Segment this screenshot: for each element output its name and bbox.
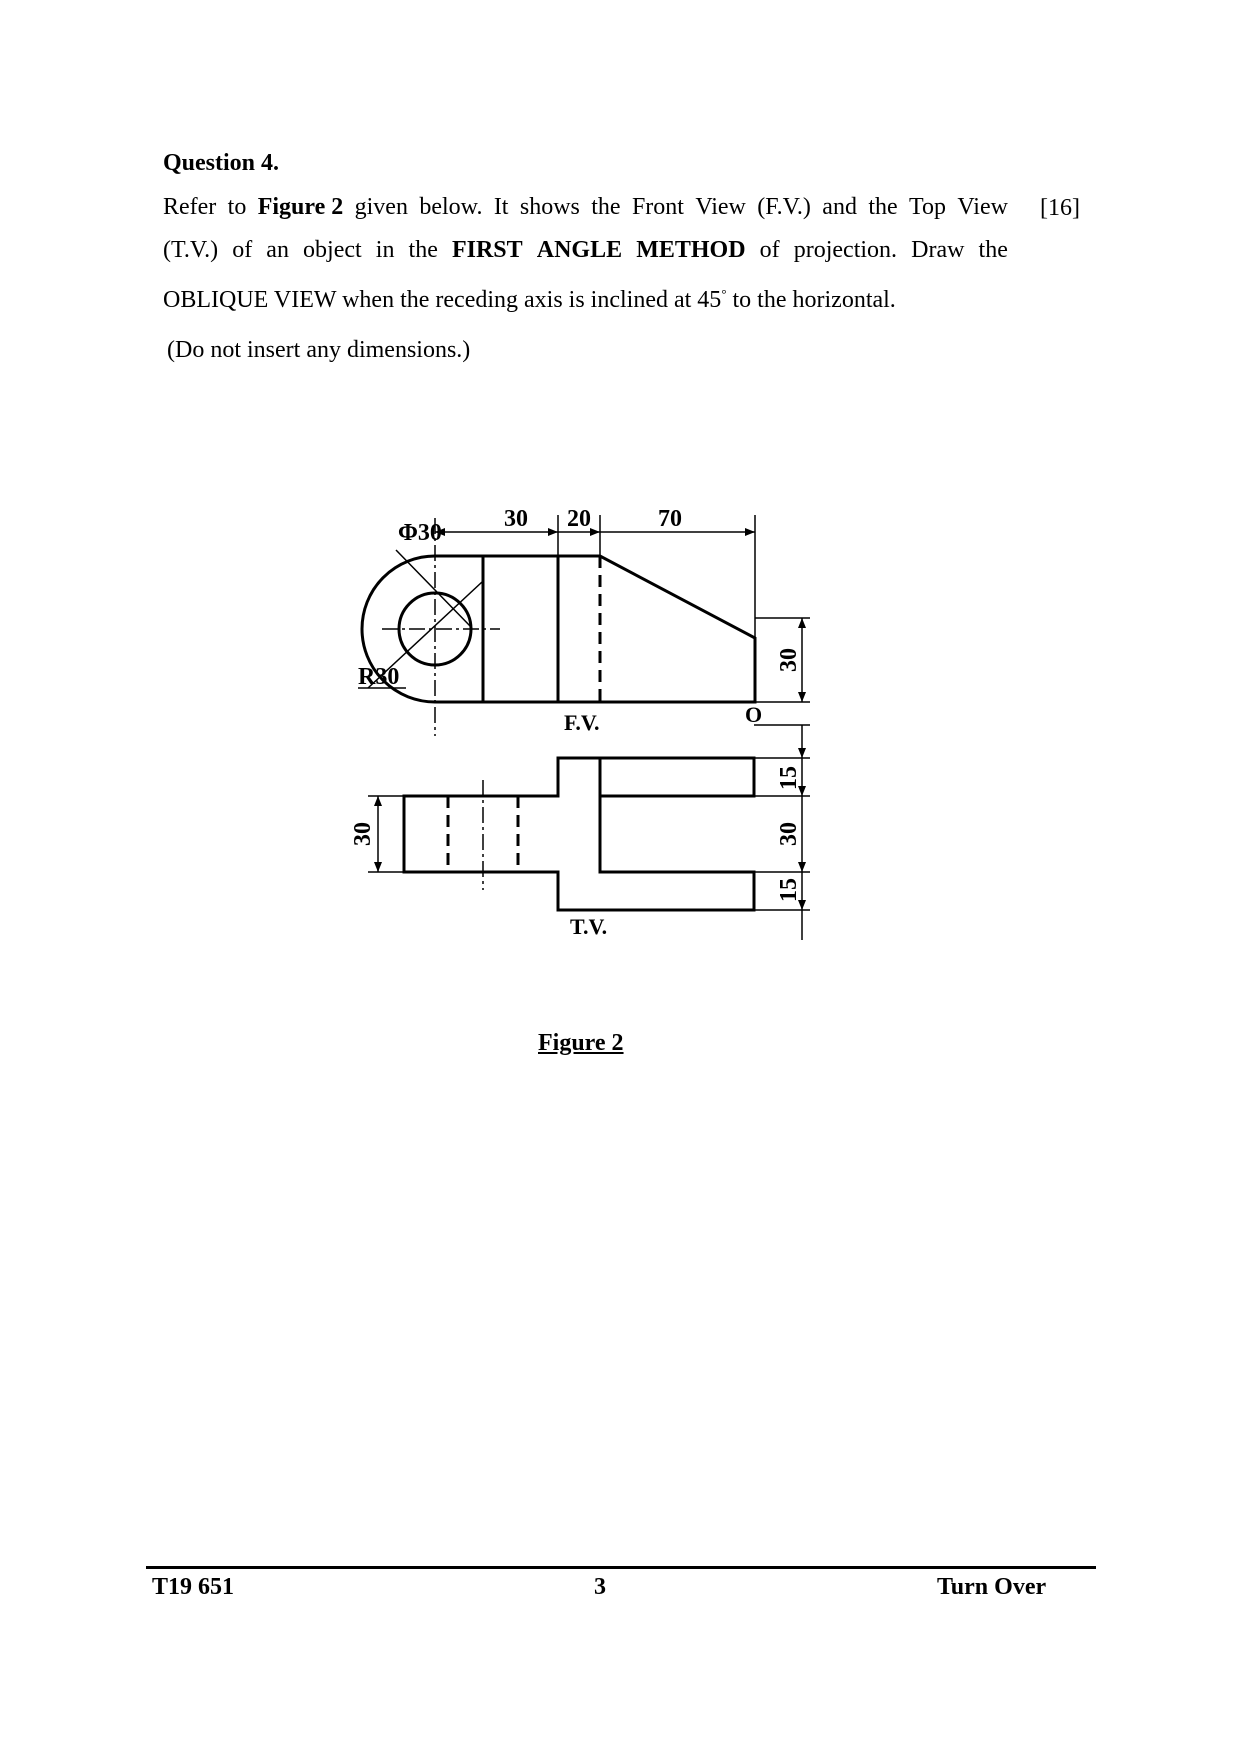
word: (F.V.) [757,194,811,220]
bold-word: ANGLE [536,237,623,263]
word: the [868,194,898,220]
instruction-note: (Do not insert any dimensions.) [167,337,471,363]
word: (T.V.) [163,237,219,263]
word: View [957,194,1008,220]
word: given [354,194,408,220]
word: of [232,237,253,263]
word: to [227,194,247,220]
turn-over: Turn Over [937,1574,1047,1600]
dim-top-20: 20 [567,506,591,532]
word: below. [419,194,483,220]
dim-top-30: 30 [504,506,528,532]
word: and [822,194,857,220]
origin-label: O [745,702,763,727]
word: object [303,237,362,263]
question-text-line-2 [163,238,1008,262]
arrowhead [548,528,558,536]
arrowhead [798,748,806,758]
arrowhead [798,692,806,702]
arrowhead [374,796,382,806]
figure-reference: Figure 2 [257,194,344,220]
word: It [493,194,509,220]
dim-tv-15-top: 15 [776,766,802,790]
word: View [695,194,746,220]
page-number: 3 [594,1574,606,1600]
word: the [978,237,1008,263]
word: Refer [163,194,217,220]
word: the [408,237,438,263]
word: in [375,237,395,263]
word: projection. [793,237,898,263]
line3-text: OBLIQUE VIEW when the receding axis is inclined at 45 [163,287,722,313]
arrowhead [590,528,600,536]
top-view-outline [404,758,754,910]
dim-tv-30: 30 [776,822,802,846]
arrowhead [745,528,755,536]
dim-fv-height: 30 [776,648,802,672]
word: shows [519,194,580,220]
dim-top-70: 70 [658,506,682,532]
line3-text-end: to the horizontal. [726,287,896,313]
question-marks: [16] [1040,195,1080,221]
word: an [266,237,289,263]
bold-word: FIRST [451,237,523,263]
arrowhead [374,862,382,872]
dim-tv-15-bottom: 15 [776,878,802,902]
bold-word: METHOD [636,237,746,263]
paper-code: T19 651 [152,1574,235,1600]
footer-rule [146,1566,1096,1569]
figure-caption: Figure 2 [538,1030,624,1056]
word: Front [631,194,684,220]
arrowhead [798,618,806,628]
word: Draw [911,237,965,263]
question-text-line-1 [163,195,1008,219]
degree-symbol: ° [721,286,727,301]
word: Top [909,194,947,220]
arrowhead [798,862,806,872]
question-text-line-3 [163,282,1008,312]
dim-tv-left-30: 30 [350,822,376,846]
diameter-leader [396,550,472,628]
question-title: Question 4. [163,150,280,176]
top-view-label: T.V. [570,914,608,939]
word: of [759,237,780,263]
dim-radius: R30 [358,664,400,690]
dim-diameter: Φ30 [398,520,442,546]
figure-2-drawing [340,500,840,960]
front-view-label: F.V. [564,710,600,735]
word: the [591,194,621,220]
